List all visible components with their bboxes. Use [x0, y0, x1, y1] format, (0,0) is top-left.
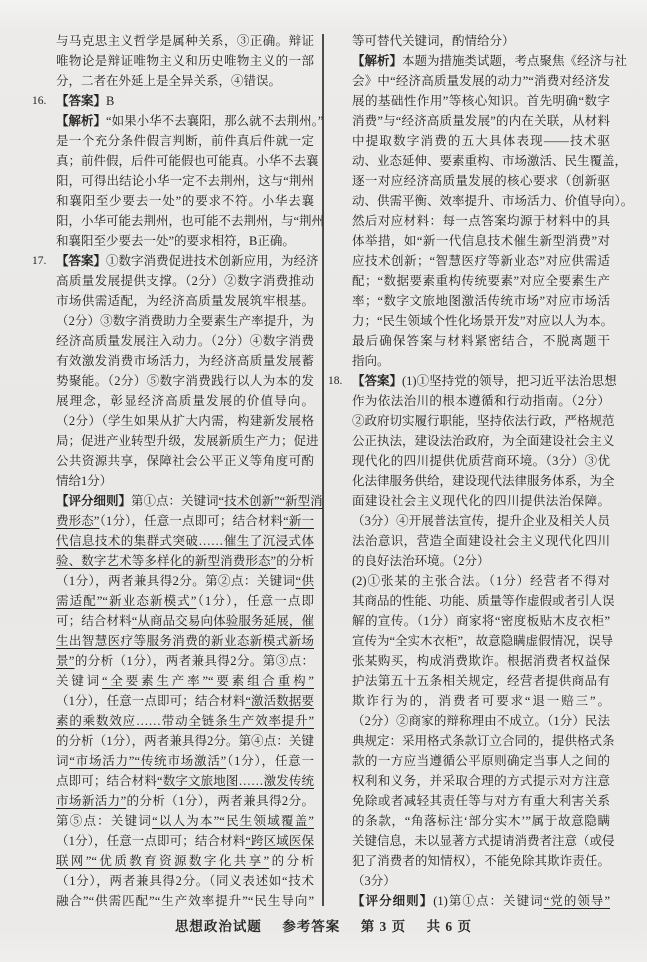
text-segment: 消费”与“经济高质量发展”的内在关联，从材料	[352, 114, 610, 128]
text-segment: 欺诈行为的，消费者可要求“退一赔三”。	[352, 694, 610, 708]
text-line	[56, 471, 314, 491]
text-line	[352, 111, 610, 131]
text-segment: 现代化的四川提供优质营商环境。（3分）③优	[352, 454, 610, 468]
text-line	[352, 531, 610, 551]
footer-doc-title: 思想政治试题	[174, 919, 262, 934]
text-line	[352, 251, 610, 271]
text-segment: （1分），任意一点即可；结合材料	[56, 694, 246, 708]
text-segment: 配；“数据要素重构传统要素”对应全要素生产	[352, 274, 610, 288]
text-segment: 作为依法治川的根本遵循和行动指南。（2分）	[352, 394, 610, 408]
text-line	[56, 331, 314, 351]
text-line	[352, 311, 614, 331]
footer-page-number: 第 3 页	[360, 919, 407, 934]
text-segment: 市场供需适配，为经济高质量发展筑牢根基。	[56, 294, 314, 308]
text-segment: 融合”“供需匹配”“生产效率提升”“民生导向”	[56, 894, 314, 908]
item-number: 18.	[328, 375, 343, 387]
underlined-keyword: 联网”“优质教育资源数字化共享”	[56, 854, 270, 868]
text-line	[352, 231, 610, 251]
text-segment: 公共资源共享，保障社会公平正义等角度可酌	[56, 454, 314, 468]
text-line	[352, 731, 615, 751]
text-segment: 的分析（1分），两者兼具得2分。第③点：	[74, 654, 314, 668]
column-divider	[322, 34, 324, 906]
text-line	[352, 891, 610, 911]
text-line	[352, 31, 610, 51]
text-line	[56, 851, 314, 871]
text-segment: 公正执法，建设法治政府，为全面建设社会主义	[352, 434, 615, 448]
text-line	[56, 531, 314, 551]
text-segment: 中提取数字消费的五大具体表现——技术驱	[352, 134, 610, 148]
text-line	[56, 391, 314, 411]
text-line	[56, 631, 314, 651]
underlined-keyword: 需适配”“新业态新模式”	[56, 594, 197, 608]
text-segment: 高质量发展提供支撑。（2分）②数字消费推动	[56, 274, 314, 288]
text-segment: 张某购买，构成消费欺诈。根据消费者权益保	[352, 654, 610, 668]
text-line	[56, 491, 323, 511]
underlined-keyword: “全要素生产率”“要素组合重构”	[102, 674, 314, 688]
text-line	[352, 351, 610, 371]
text-line	[56, 411, 314, 431]
text-line	[352, 91, 610, 111]
text-line	[352, 871, 610, 891]
text-line	[56, 811, 314, 831]
underlined-keyword: 市场新活力”	[56, 794, 127, 808]
text-segment: 款的一方应当遵循公平原则确定当事人之间的	[352, 754, 610, 768]
text-segment: 的分析（1分），两者兼具得2分。第④点：关键	[56, 734, 314, 748]
text-line	[352, 771, 610, 791]
text-line	[352, 591, 615, 611]
text-line	[352, 831, 615, 851]
text-segment: “如果小华不去襄阳，那么就不去荆州。”	[106, 114, 324, 128]
text-segment: （1分），任意一点即可；结合材料	[56, 834, 246, 848]
text-segment: 权利和义务，并采取合理的方式提示对方注意	[352, 774, 610, 788]
text-segment: 展的基础性作用”等核心知识。首先明确“数字	[352, 94, 610, 108]
underlined-keyword: 验、数字艺术等多样化的新型消费形态”	[56, 554, 277, 568]
text-line	[56, 351, 314, 371]
text-line	[352, 331, 610, 351]
text-line	[352, 791, 610, 811]
text-line	[56, 771, 314, 791]
text-line	[352, 631, 614, 651]
text-line	[56, 691, 314, 711]
text-segment: 唯物论是辩证唯物主义和历史唯物主义的一部	[56, 54, 314, 68]
text-segment: 情给1分）	[56, 474, 113, 488]
bold-label: 【评分细则】	[56, 494, 132, 508]
text-segment: 会》中“经济高质量发展的动力”“消费对经济发	[352, 74, 610, 88]
text-line	[56, 611, 314, 631]
right-column	[328, 31, 634, 911]
underlined-keyword: “跨区域医保	[245, 834, 314, 848]
text-line	[56, 711, 314, 731]
text-segment: 词	[56, 754, 70, 768]
text-segment: （1分），任意一点即	[196, 594, 314, 608]
text-segment: 化法律服务供给，建设现代法律服务体系，为全	[352, 474, 615, 488]
text-line	[352, 211, 610, 231]
text-segment: 解的宣传。（1分）商家将“密度板贴木皮衣柜”	[352, 614, 610, 628]
underlined-keyword: “技术创新”“新型消	[218, 494, 323, 508]
text-line	[352, 391, 610, 411]
text-segment: 其商品的性能、功能、质量等作虚假或者引人误	[352, 594, 615, 608]
text-segment: 指向。	[352, 354, 390, 368]
text-segment: ②政府切实履行职能，坚持依法行政，严格规范	[352, 414, 615, 428]
text-segment: 阳，小华可能去荆州，也可能不去荆州，与“荆州	[56, 214, 325, 228]
text-segment: 点即可；结合材料	[56, 774, 158, 788]
text-line	[328, 371, 617, 391]
underlined-keyword: “供	[295, 574, 314, 588]
text-segment: 关键词	[56, 674, 103, 688]
bold-label: 【解析】	[56, 114, 107, 128]
underlined-keyword: 素的乘数效应……带动全链条生产效率提升”	[56, 714, 314, 728]
text-segment: 的条款，“角落标注‘部分实木’”属于故意隐瞒	[352, 814, 610, 828]
text-segment: 势聚能。（2分）⑤数字消费践行以人为本的发	[56, 374, 314, 388]
text-line	[352, 511, 610, 531]
text-line	[352, 671, 610, 691]
underlined-keyword: 生出智慧医疗等服务消费的新业态新模式新场	[56, 634, 314, 648]
text-segment: 阳，可得出结论小华一定不去荆州，这与“荆州	[56, 174, 314, 188]
text-line	[352, 551, 610, 571]
text-line	[352, 691, 610, 711]
text-line	[352, 431, 615, 451]
text-segment: 关键信息，未以显著方式提请消费者注意（或侵	[352, 834, 615, 848]
text-line	[352, 491, 610, 511]
text-segment: (2)①张某的主张合法。（1分）经营者不得对	[352, 574, 610, 588]
text-line	[56, 291, 314, 311]
text-segment: 真；前件假，后件可能假也可能真。小华不去襄	[56, 154, 319, 168]
text-line	[56, 271, 314, 291]
text-segment: 法治意识，营造全面建设社会主义现代化四川	[352, 534, 610, 548]
text-line	[56, 51, 314, 71]
text-segment: 本题为措施类试题，考点聚焦《经济与社	[402, 54, 628, 68]
underlined-keyword: 费形态”	[56, 514, 100, 528]
page-footer	[0, 915, 647, 937]
text-segment: 动、供需平衡、效率提升、市场活力、价值导向）。	[352, 194, 634, 208]
text-line	[32, 251, 319, 271]
text-line	[352, 571, 610, 591]
text-segment: 然后对应材料：每一点答案均源于材料中的具	[352, 214, 610, 228]
text-line	[56, 871, 314, 891]
text-segment: 面建设社会主义现代化的四川提供法治保障。	[352, 494, 610, 508]
text-line	[352, 51, 628, 71]
footer-page-total: 共 6 页	[426, 919, 473, 934]
text-line	[56, 891, 314, 911]
text-segment: （2分）（学生如果从扩大内需，构建新发展格	[56, 414, 314, 428]
text-segment: 的良好法治环境。（2分）	[352, 554, 490, 568]
text-line	[352, 411, 615, 431]
text-line	[352, 131, 610, 151]
text-segment: （3分）	[352, 874, 396, 888]
text-line	[56, 131, 314, 151]
bold-label: 【答案】	[56, 254, 107, 268]
text-segment: （1分），两者兼具得2分。（同义表述如“技术	[56, 874, 314, 888]
text-line	[352, 711, 610, 731]
text-segment: 局；促进产业转型升级，发展新质生产力；促进	[56, 434, 319, 448]
text-segment: （1分），任意一点即可；结合材料	[99, 514, 284, 528]
text-segment: 体举措，如“新一代信息技术催生新型消费”对	[352, 234, 610, 248]
underlined-keyword: “数字文旅地图……激发传统	[157, 774, 314, 788]
item-number: 17.	[32, 255, 47, 267]
text-line	[56, 211, 325, 231]
text-segment: 的分析	[276, 554, 314, 568]
text-line	[352, 291, 610, 311]
underlined-keyword: “从商品交易向体验服务延展，催	[131, 614, 314, 628]
text-line	[56, 111, 324, 131]
text-line	[352, 611, 610, 631]
text-line	[56, 511, 314, 531]
text-segment: 犯了消费者的知情权），不能免除其欺诈责任。	[352, 854, 610, 868]
text-line	[352, 71, 610, 91]
text-line	[56, 791, 314, 811]
text-line	[56, 31, 314, 51]
text-line	[352, 811, 610, 831]
text-line	[56, 371, 314, 391]
text-line	[56, 171, 314, 191]
text-line	[352, 851, 610, 871]
text-line	[352, 451, 610, 471]
left-column	[32, 31, 325, 911]
underlined-keyword: 代信息技术的集群式突破……催生了沉浸式体	[56, 534, 314, 548]
text-line	[352, 471, 615, 491]
bold-label: 【答案】	[56, 94, 107, 108]
text-segment: 展理念，彰显经济高质量发展的价值导向。	[56, 394, 314, 408]
text-line	[56, 551, 314, 571]
underlined-keyword: 景”	[56, 654, 75, 668]
text-segment: 免除或者减轻其责任等与对方有重大利害关系	[352, 794, 610, 808]
text-line	[352, 271, 610, 291]
text-segment: B	[106, 94, 115, 108]
text-segment: 有效激发消费市场活力，为经济高质量发展蓄	[56, 354, 314, 368]
text-segment: 最后确保答案与材料紧密结合，不脱离题干	[352, 334, 610, 348]
text-segment: 率；“数字文旅地图激活传统市场”对应市场活	[352, 294, 610, 308]
text-segment: 逐一对应经济高质量发展的核心要求（创新驱	[352, 174, 610, 188]
text-line	[56, 671, 314, 691]
text-segment: 可；结合材料	[56, 614, 132, 628]
text-segment: （1分），任意一	[226, 754, 314, 768]
text-segment: 经济高质量发展注入动力。（2分）④数字消费	[56, 334, 314, 348]
underlined-keyword: “党的领导”	[543, 894, 610, 908]
bold-label: 【评分细则】	[352, 894, 434, 908]
text-line	[56, 751, 314, 771]
text-line	[352, 191, 634, 211]
text-line	[56, 651, 314, 671]
text-segment: 的分析（1分），两者兼具得2分。	[126, 794, 314, 808]
text-segment: 宣传为“全实木衣柜”，故意隐瞒虚假情况，误导	[352, 634, 614, 648]
text-segment: (1)①坚持党的领导，把习近平法治思想	[402, 374, 617, 388]
text-line	[56, 831, 314, 851]
text-segment: 第①点：关键词	[131, 494, 219, 508]
text-segment: 的分析	[269, 854, 314, 868]
text-segment: 是一个充分条件假言判断，前件真后件就一定	[56, 134, 314, 148]
text-segment: 动、业态延伸、要素重构、市场激活、民生覆盖，	[352, 154, 628, 168]
text-line	[56, 231, 314, 251]
text-segment: （3分）④开展普法宣传，提升企业及相关人员	[352, 514, 610, 528]
bold-label: 【解析】	[352, 54, 403, 68]
text-segment: 和襄阳至少要去一处”的要求不符。小华去襄	[56, 194, 314, 208]
text-segment: (1)第①点：关键词	[433, 894, 544, 908]
underlined-keyword: “新一	[283, 514, 314, 528]
text-segment: 第⑤点：关键词	[56, 814, 153, 828]
text-segment: 护法第五十五条相关规定，经营者提供商品有	[352, 674, 610, 688]
text-line	[56, 571, 314, 591]
bold-label: 【答案】	[352, 374, 403, 388]
text-segment: 分，二者在外延上是全异关系，④错误。	[56, 74, 282, 88]
text-segment: （1分），两者兼具得2分。第②点：关键词	[56, 574, 296, 588]
text-line	[56, 191, 314, 211]
underlined-keyword: “市场活力”“传统市场激活”	[69, 754, 227, 768]
text-line	[56, 431, 319, 451]
footer-subtitle: 参考答案	[282, 919, 341, 934]
text-segment: （2分）②商家的辩称理由不成立。（1分）民法	[352, 714, 610, 728]
text-line	[56, 311, 314, 331]
text-line	[352, 651, 610, 671]
underlined-keyword: “以人为本”“民生领域覆盖”	[152, 814, 314, 828]
text-line	[56, 71, 314, 91]
underlined-keyword: “激活数据要	[245, 694, 314, 708]
text-segment: 与马克思主义哲学是属种关系，③正确。辩证	[56, 34, 314, 48]
text-line	[352, 751, 610, 771]
text-line	[56, 731, 314, 751]
text-segment: （2分）③数字消费助力全要素生产率提升，为	[56, 314, 314, 328]
text-segment: ①数字消费促进技术创新应用，为经济	[106, 254, 319, 268]
text-line	[352, 171, 610, 191]
text-line	[32, 91, 314, 111]
text-line	[352, 151, 628, 171]
text-segment: 应技术创新；“智慧医疗等新业态”对应供需适	[352, 254, 610, 268]
text-segment: 典规定：采用格式条款订立合同的，提供格式条	[352, 734, 615, 748]
text-segment: 等可替代关键词，酌情给分）	[352, 34, 515, 48]
text-line	[56, 151, 319, 171]
item-number: 16.	[32, 95, 47, 107]
text-segment: 和襄阳至少要去一处”的要求相符，B正确。	[56, 234, 295, 248]
text-segment: 力；“民生领域个性化场景开发”对应以人为本。	[352, 314, 614, 328]
text-line	[56, 451, 314, 471]
text-line	[56, 591, 314, 611]
